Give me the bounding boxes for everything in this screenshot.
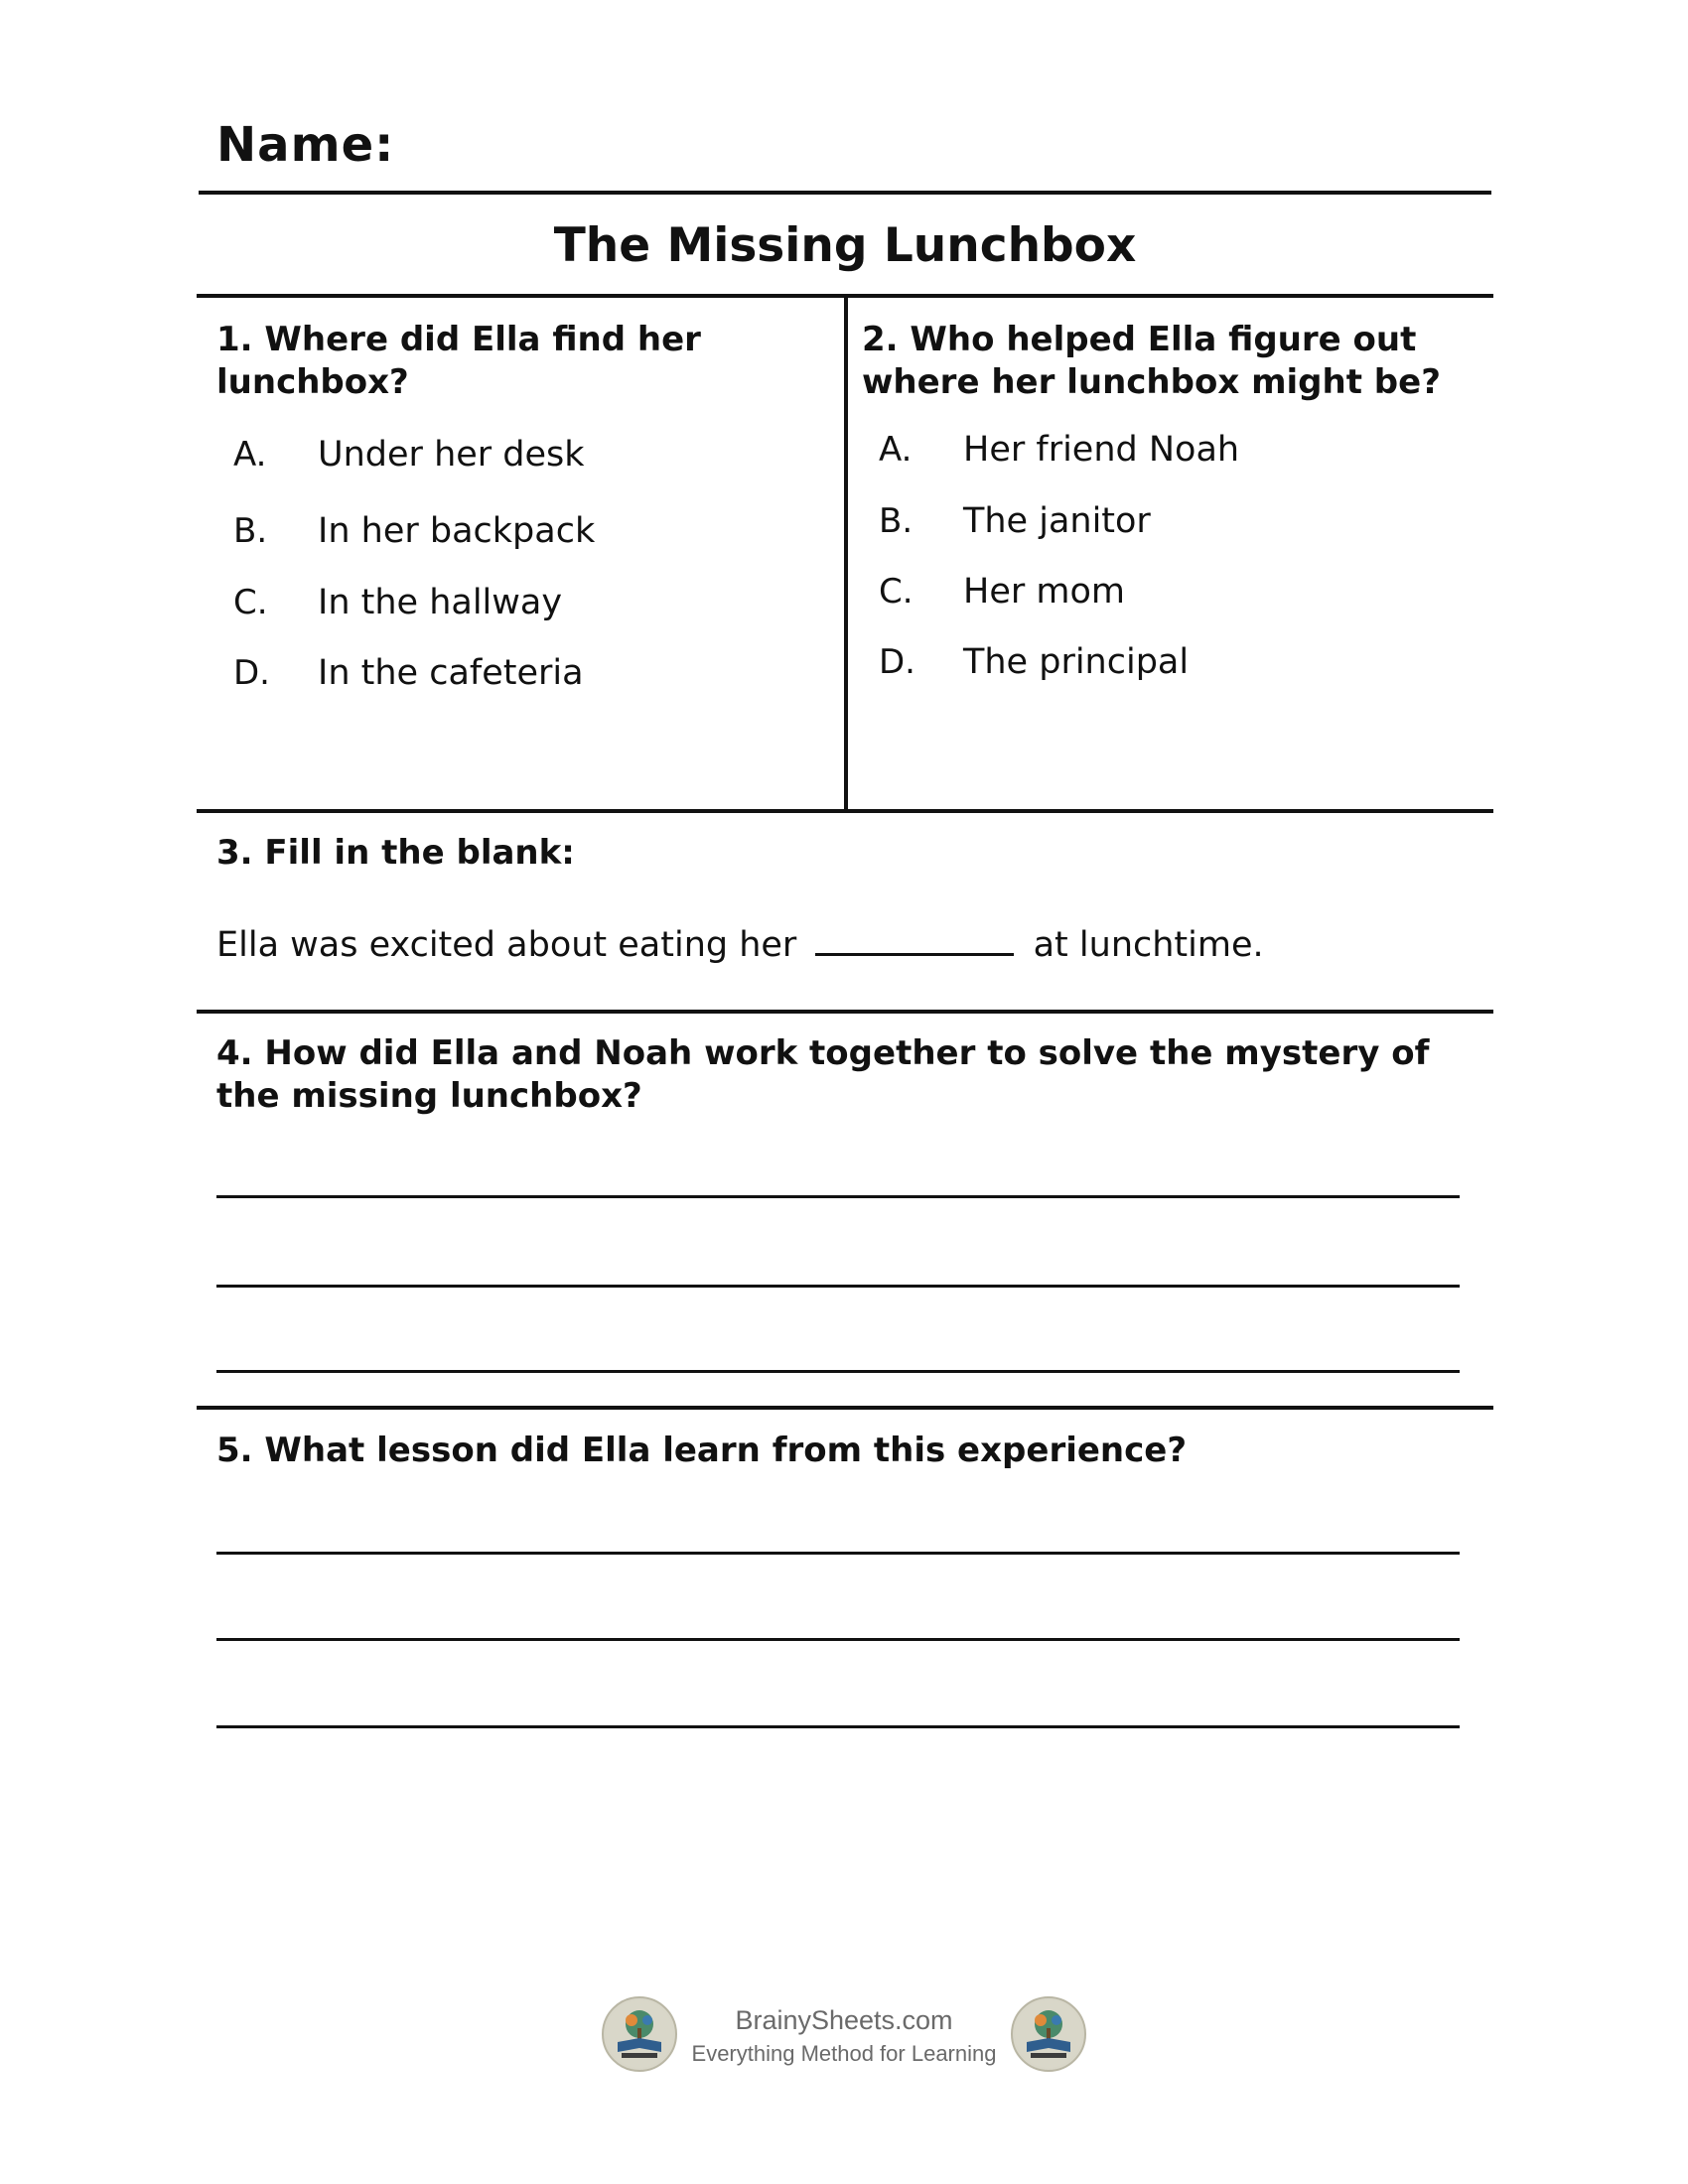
divider (197, 1406, 1493, 1410)
question-5: 5. What lesson did Ella learn from this experience? (216, 1431, 1188, 1470)
option-letter: D. (233, 653, 270, 693)
option-letter: A. (233, 435, 267, 475)
divider (197, 1010, 1493, 1014)
footer-site: BrainySheets.com (735, 2005, 953, 2035)
option-text: Her friend Noah (963, 430, 1240, 470)
option-text: In the cafeteria (318, 653, 584, 693)
option-text: Under her desk (318, 435, 585, 475)
option-letter: C. (233, 583, 268, 622)
option-letter: B. (233, 511, 268, 551)
name-label: Name: (216, 117, 395, 173)
question-2: 2. Who helped Ella figure out where her lunchbox might be? (862, 320, 1441, 402)
option-text: Her mom (963, 572, 1125, 612)
book-tree-logo-icon (1011, 1996, 1086, 2072)
column-divider (844, 296, 848, 812)
worksheet-title: The Missing Lunchbox (553, 218, 1137, 273)
sentence-after: at lunchtime. (1033, 925, 1264, 965)
answer-line[interactable] (216, 1285, 1460, 1288)
question-4: 4. How did Ella and Noah work together to solve the mystery of the missing lunchbox? (216, 1033, 1430, 1116)
question-1: 1. Where did Ella find her lunchbox? (216, 320, 701, 402)
sentence-before: Ella was excited about eating her (216, 925, 797, 965)
option-letter: D. (879, 642, 915, 682)
option-text: In the hallway (318, 583, 563, 622)
divider (197, 809, 1493, 813)
option-letter: B. (879, 501, 914, 541)
footer-tagline: Everything Method for Learning (691, 2041, 997, 2066)
answer-line[interactable] (216, 1195, 1460, 1198)
answer-line[interactable] (216, 1638, 1460, 1641)
fill-in-blank[interactable] (815, 923, 1014, 956)
question-3: 3. Fill in the blank: (216, 833, 575, 873)
answer-line[interactable] (216, 1552, 1460, 1555)
option-text: In her backpack (318, 511, 596, 551)
option-letter: A. (879, 430, 913, 470)
fill-in-sentence (216, 923, 1264, 965)
answer-line[interactable] (216, 1370, 1460, 1373)
book-tree-logo-icon (602, 1996, 677, 2072)
option-letter: C. (879, 572, 914, 612)
answer-line[interactable] (216, 1725, 1460, 1728)
option-text: The principal (963, 642, 1190, 682)
option-text: The janitor (963, 501, 1151, 541)
name-underline[interactable] (199, 191, 1491, 195)
